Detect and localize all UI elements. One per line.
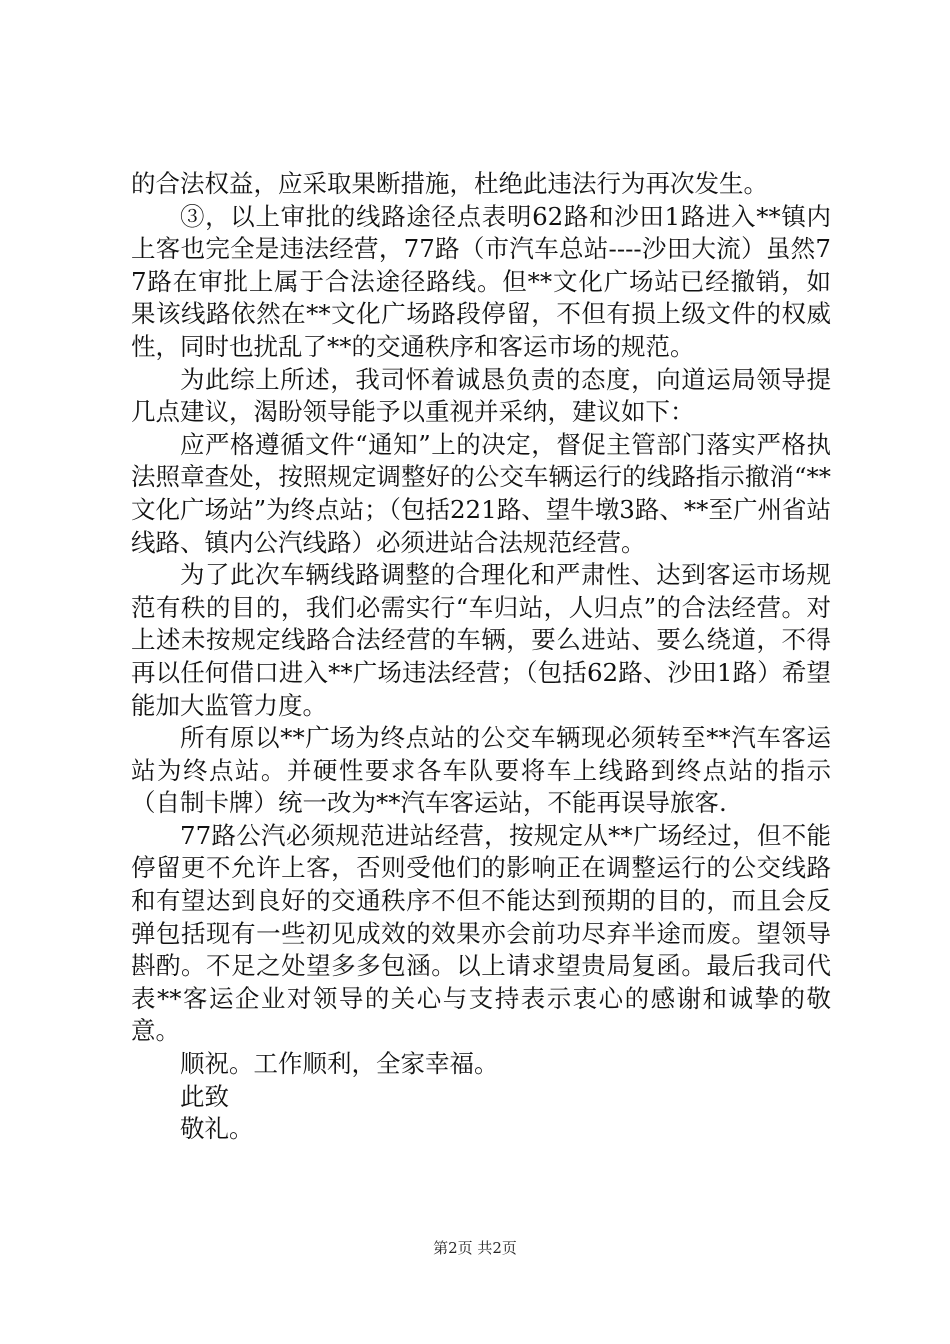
paragraph-continuation: 的合法权益，应采取果断措施，杜绝此违法行为再次发生。 — [131, 169, 768, 198]
paragraph-suggestion-4: 77路公汽必须规范进站经营，按规定从**广场经过，但不能停留更不允许上客，否则受他们的影响正在调整运行的公交线路和有望达到良好的交通秩序不但不能达到预期的目的，而且会反弹包括现有一些初见成效的效果亦会前功尽弃半途而废。望领导斟酌。不足之处望多多包涵。以上请求望贵局复函。最后我司代表**客运企业对领导的关心与支持表示衷心的感谢和诚挚的敬意。 — [131, 820, 831, 1046]
closing-regards: 敬礼。 — [180, 1114, 254, 1144]
paragraph-route-analysis: ③，以上审批的线路途径点表明62路和沙田1路进入**镇内上客也完全是违法经营，77路（市汽车总站----沙田大流）虽然77路在审批上属于合法途径路线。但**文化广场站已经撤销，如果该线路依然在**文化广场路段停留，不但有损上级文件的权威性，同时也扰乱了**的交通秩序和客运市场的规范。 — [131, 201, 831, 361]
paragraph-suggestion-3: 所有原以**广场为终点站的公交车辆现必须转至**汽车客运站为终点站。并硬性要求各车队要将车上线路到终点站的指示（自制卡牌）统一改为**汽车客运站，不能再误导旅客. — [131, 723, 831, 818]
paragraph-suggestion-1: 应严格遵循文件“通知”上的决定，督促主管部门落实严格执法照章查处，按照规定调整好的公交车辆运行的线路指示撤消“**文化广场站”为终点站；（包括221路、望牛墩3路、**至广州省站线路、镇内公汽线路）必须进站合法规范经营。 — [131, 429, 831, 557]
page-number: 第2页 共2页 — [433, 1239, 517, 1257]
paragraph-suggestion-2: 为了此次车辆线路调整的合理化和严肃性、达到客运市场规范有秩的目的，我们必需实行“车归站，人归点”的合法经营。对上述未按规定线路合法经营的车辆，要么进站、要么绕道，不得再以任何借口进入**广场违法经营；（包括62路、沙田1路）希望能加大监管力度。 — [131, 560, 831, 720]
closing-wishes: 顺祝。工作顺利，全家幸福。 — [180, 1049, 499, 1079]
document-body — [131, 168, 831, 1146]
page-footer — [0, 1238, 950, 1258]
paragraph-suggestion-intro: 为此综上所述，我司怀着诚恳负责的态度，向道运局领导提几点建议，渴盼领导能予以重视并采纳，建议如下： — [131, 364, 831, 427]
closing-salutation: 此致 — [180, 1081, 229, 1111]
